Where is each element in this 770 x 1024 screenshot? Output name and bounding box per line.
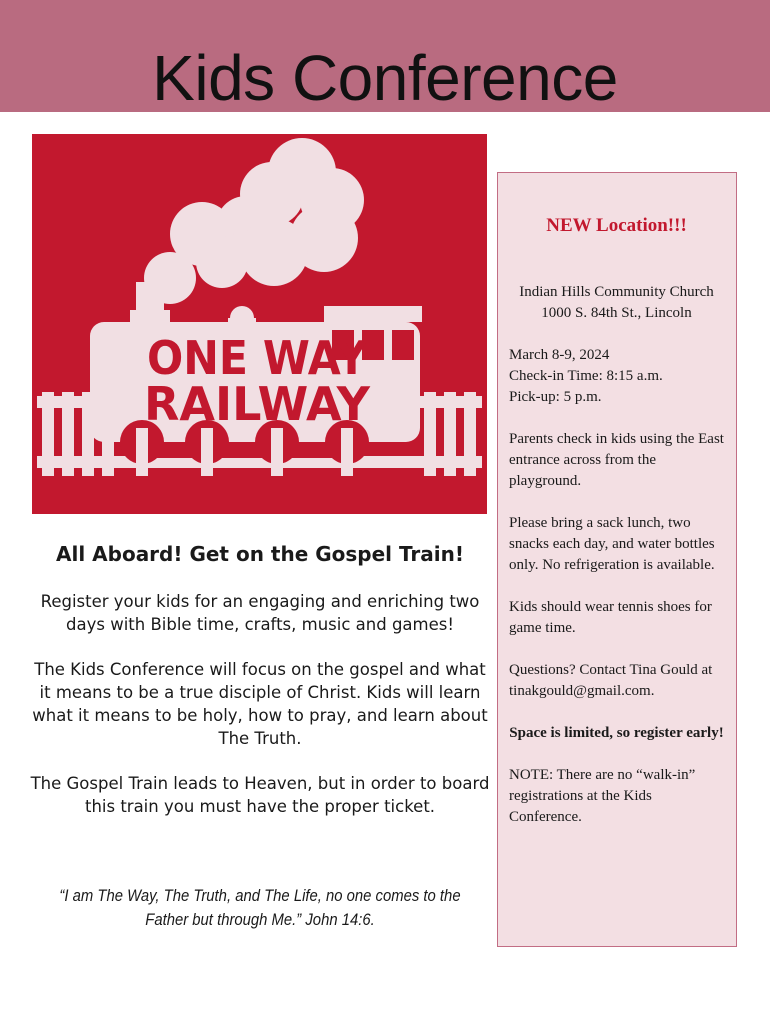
pickup-time: Pick-up: 5 p.m.	[509, 389, 602, 405]
page-title: Kids Conference	[152, 42, 618, 114]
paragraph-ticket: The Gospel Train leads to Heaven, but in order to board this train you must have the proper ticket.	[30, 774, 490, 816]
event-dates: March 8-9, 2024	[509, 347, 610, 363]
info-box	[497, 172, 737, 947]
train-illustration	[32, 134, 487, 514]
tagline: All Aboard! Get on the Gospel Train!	[56, 542, 464, 566]
paragraph-register: Register your kids for an engaging and enriching two days with Bible time, crafts, music and games!	[40, 592, 480, 634]
lunch-note: Please bring a sack lunch, two snacks each day, and water bottles only. No refrigeration is available.	[509, 515, 715, 573]
contact-note: Questions? Contact Tina Gould at tinakgould@gmail.com.	[509, 662, 713, 699]
walkin-note: NOTE: There are no “walk-in” registrations at the Kids Conference.	[509, 767, 696, 825]
checkin-time: Check-in Time: 8:15 a.m.	[509, 368, 663, 384]
steam-cloud	[144, 138, 364, 304]
one-way-railway-graphic	[32, 134, 487, 514]
space-limited-notice: Space is limited, so register early!	[509, 725, 724, 741]
venue-name: Indian Hills Community Church	[519, 284, 714, 300]
shoes-note: Kids should wear tennis shoes for game time.	[509, 599, 712, 636]
main-content	[30, 534, 490, 840]
new-location-heading: NEW Location!!!	[546, 215, 687, 236]
graphic-line-two: RAILWAY	[144, 377, 372, 431]
venue-street: 1000 S. 84th St., Lincoln	[541, 305, 692, 321]
schedule	[509, 345, 724, 408]
graphic-line-one: ONE WAY	[147, 331, 369, 385]
paragraph-focus: The Kids Conference will focus on the gospel and what it means to be a true disciple of Christ. Kids will learn what it means to be holy, how to pray, and learn about The Truth.	[32, 660, 488, 748]
scripture-quote: “I am The Way, The Truth, and The Life, no one comes to the Father but through Me.” John 14:6.	[59, 887, 461, 929]
checkin-note: Parents check in kids using the East entrance across from the playground.	[509, 431, 724, 489]
venue-address	[509, 282, 724, 324]
